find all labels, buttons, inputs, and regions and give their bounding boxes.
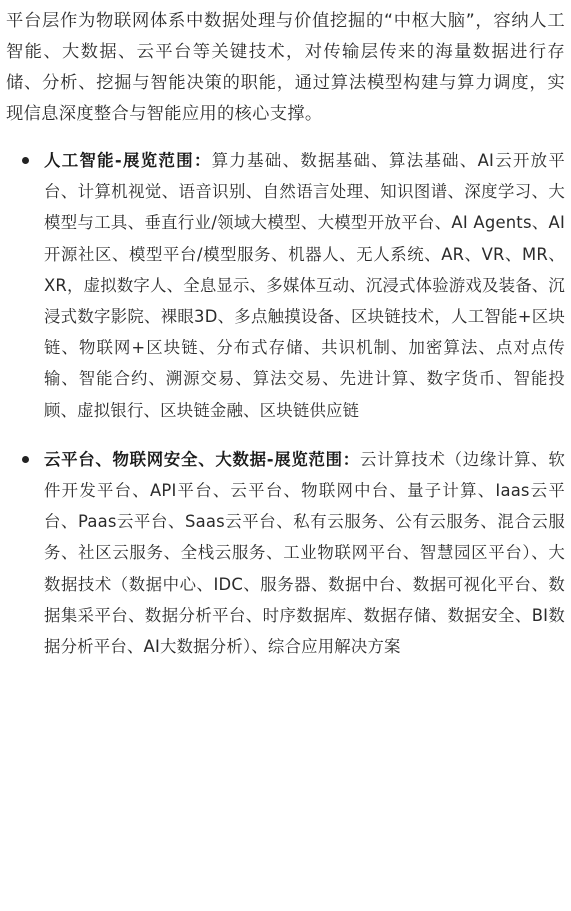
exhibition-scope-list (6, 145, 565, 662)
list-item-text (44, 145, 565, 426)
list-item-body: 云计算技术（边缘计算、软件开发平台、API平台、云平台、物联网中台、量子计算、Iaas云平台、Paas云平台、Saas云平台、私有云服务、公有云服务、混合云服务、社区云服务、全栈云服务、工业物联网平台、智慧园区平台）、大数据技术（数据中心、IDC、服务器、数据中台、数据可视化平台、数据集采平台、数据分析平台、时序数据库、数据存储、数据安全、BI数据分析平台、AI大数据分析）、综合应用解决方案 (44, 449, 565, 657)
list-item-title: 人工智能-展览范围： (44, 151, 212, 170)
list-item-ai-scope (6, 145, 565, 426)
list-item-title: 云平台、物联网安全、大数据-展览范围： (44, 449, 360, 469)
list-item-body: 算力基础、数据基础、算法基础、AI云开放平台、计算机视觉、语音识别、自然语言处理、知识图谱、深度学习、大模型与工具、垂直行业/领域大模型、大模型开放平台、AI Agents、AI开源社区、模型平台/模型服务、机器人、无人系统、AR、VR、MR、XR，虚拟数字人、全息显示、多媒体互动、沉浸式体验游戏及装备、沉浸式数字影院、裸眼3D、多点触摸设备、区块链技术，人工智能+区块链、物联网+区块链、分布式存储、共识机制、加密算法、点对点传输、智能合约、溯源交易、算法交易、先进计算、数字货币、智能投顾、虚拟银行、区块链金融、区块链供应链 (44, 151, 565, 420)
bullet-dot-icon (22, 456, 29, 463)
intro-paragraph: 平台层作为物联网体系中数据处理与价值挖掘的“中枢大脑”，容纳人工智能、大数据、云平台等关键技术，对传输层传来的海量数据进行存储、分析、挖掘与智能决策的职能，通过算法模型构建与算力调度，实现信息深度整合与智能应用的核心支撑。 (6, 11, 565, 124)
list-item-cloud-scope (6, 444, 565, 662)
bullet-dot-icon (22, 157, 29, 164)
list-item-text (44, 444, 565, 662)
